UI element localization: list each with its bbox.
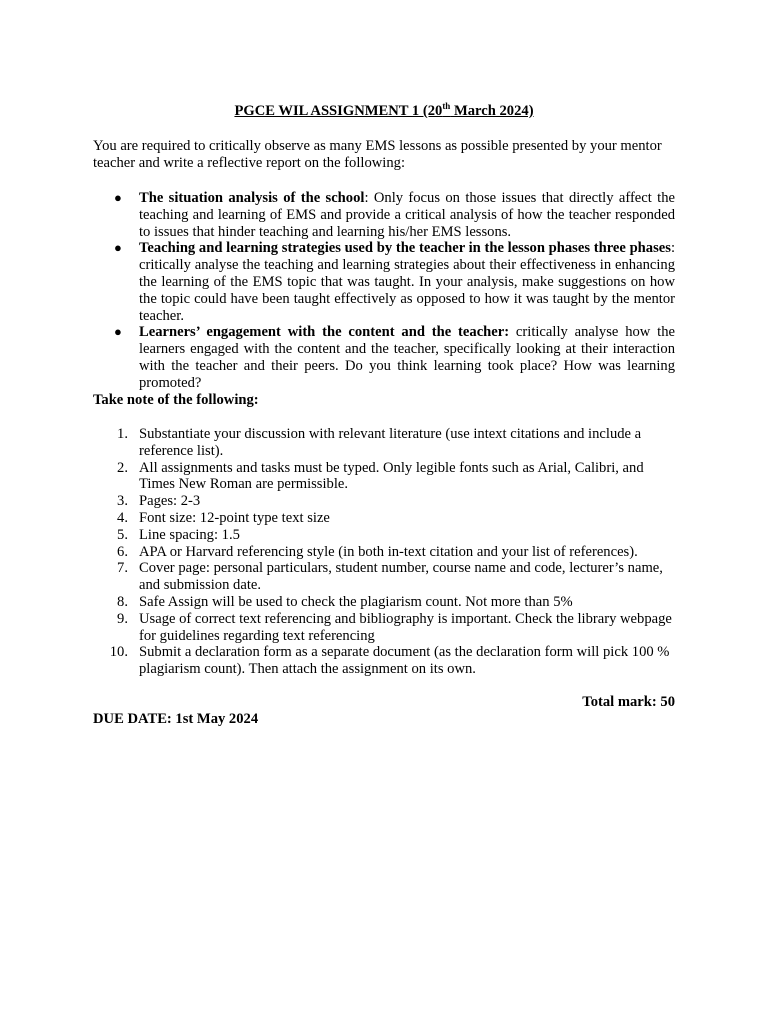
list-item: 5. Line spacing: 1.5 (117, 526, 240, 543)
bullet-list (93, 190, 675, 392)
list-item: 9. Usage of correct text referencing and bibliography is important. Check the library webpage for guidelines regarding text referencing (117, 610, 672, 644)
list-item: 7. Cover page: personal particulars, student number, course name and code, lecturer’s name, and submission date. (117, 560, 663, 594)
note-heading: Take note of the following: (93, 392, 259, 408)
list-item: 6. APA or Harvard referencing style (in both in-text citation and your list of references). (117, 543, 638, 560)
total-mark: Total mark: 50 (582, 694, 675, 710)
bullet-item: ● Learners’ engagement with the content and the teacher: critically analyse how the learners engaged with the content and the teacher, specifically looking at their interaction with the teacher and their peers. Do you think learning took place? How was learning promoted? (114, 324, 675, 391)
list-item: 8. Safe Assign will be used to check the plagiarism count. Not more than 5% (117, 593, 573, 610)
list-item: 1. Substantiate your discussion with relevant literature (use intext citations and include a reference list). (117, 426, 642, 459)
bullet-icon: ● (114, 190, 122, 205)
list-item: 4. Font size: 12-point type text size (117, 509, 330, 526)
due-date: DUE DATE: 1st May 2024 (93, 711, 259, 727)
list-item: 3. Pages: 2-3 (117, 493, 201, 510)
bullet-icon: ● (114, 240, 122, 256)
intro-paragraph: You are required to critically observe as many EMS lessons as possible presented by your mentor teacher and write a reflective report on the following: (93, 138, 662, 171)
document-title: PGCE WIL ASSIGNMENT 1 (20th March 2024) (234, 101, 534, 119)
numbered-list (93, 426, 675, 678)
list-item: 10. Submit a declaration form as a separate document (as the declaration form will pick 100 % plagiarism count). Then attach the assignment on its own. (109, 644, 670, 678)
list-item: 2. All assignments and tasks must be typed. Only legible fonts such as Arial, Calibri, and Times New Roman are permissible. (117, 459, 644, 493)
bullet-item: ● The situation analysis of the school: Only focus on those issues that directly affect the teaching and learning of EMS and provide a critical analysis of how the teacher responded to issues that hinder teaching and learning his/her EMS lessons. (114, 190, 675, 240)
bullet-item: ● Teaching and learning strategies used by the teacher in the lesson phases three phases: critically analyse the teaching and learning strategies about their effectiveness in enhancing the learning of the EMS topic that was taught. In your analysis, make suggestions on how the topic could have been taught effectively as opposed to how it was taught by the mentor teacher. (114, 240, 675, 324)
bullet-icon: ● (114, 324, 122, 340)
